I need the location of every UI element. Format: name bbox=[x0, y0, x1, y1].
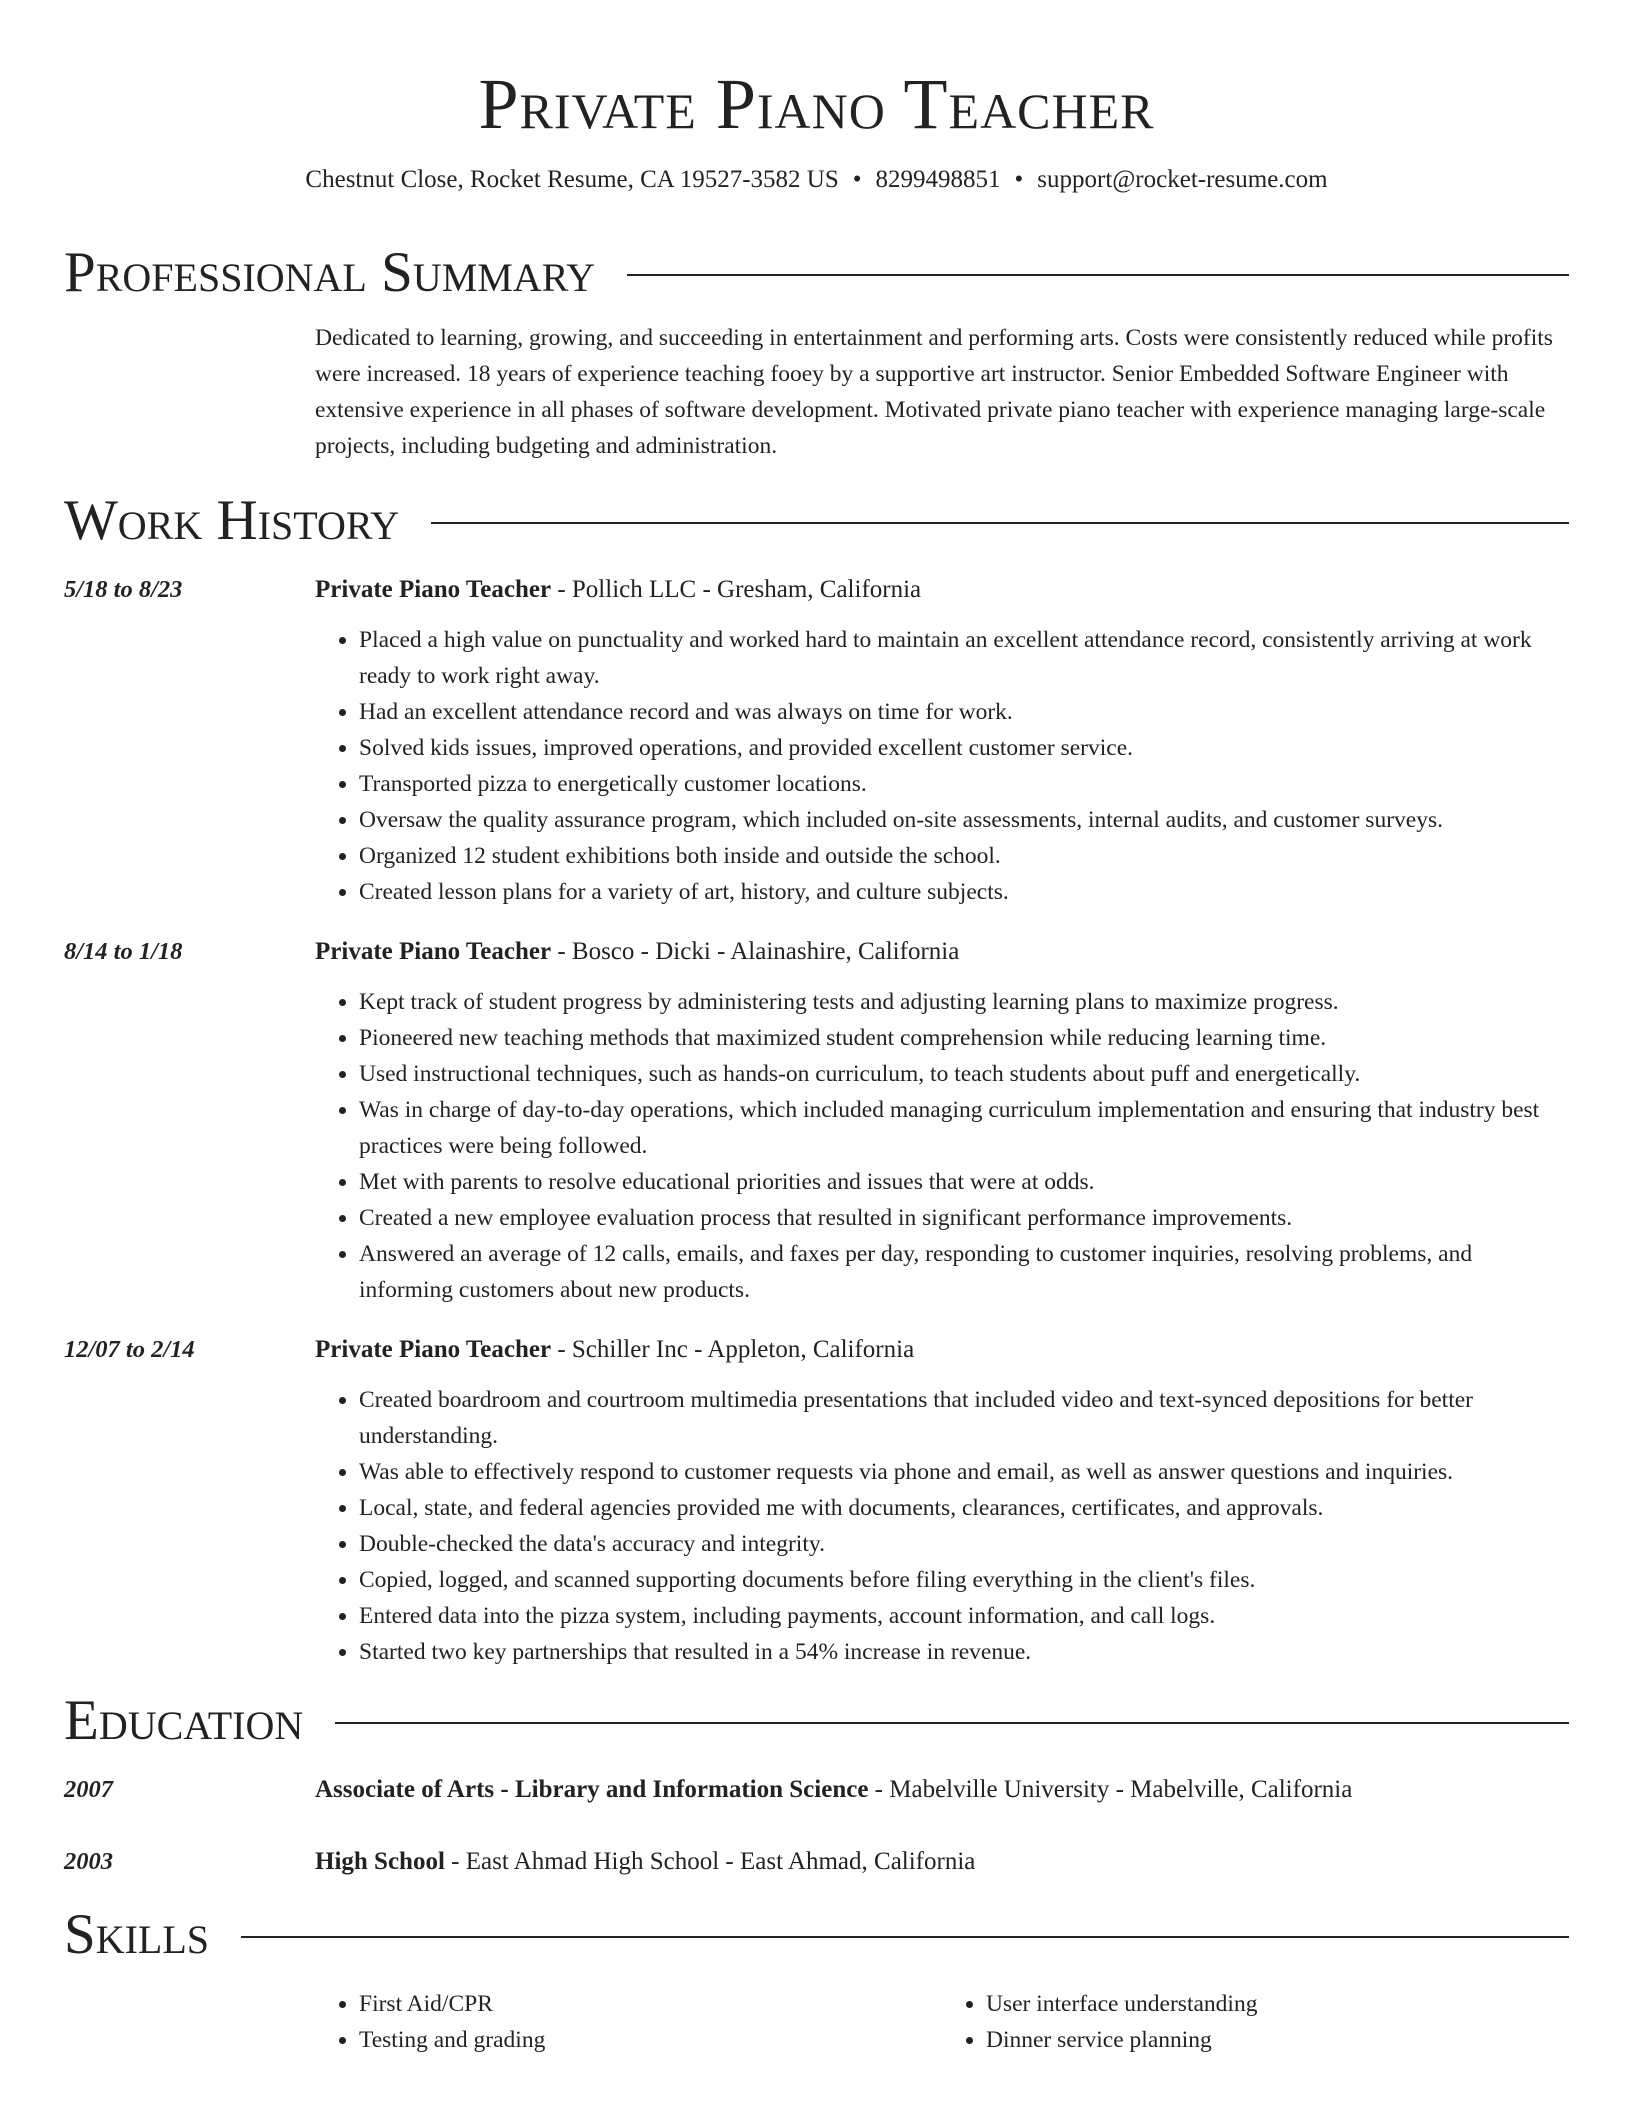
skill-item: • Dinner service planning bbox=[986, 2022, 1569, 2058]
job-title: Private Piano Teacher bbox=[315, 576, 552, 603]
skills-heading: Skills bbox=[64, 1903, 210, 1966]
list-item: • Solved kids issues, improved operations, and provided excellent customer service. bbox=[359, 730, 1569, 766]
education-degree: High School bbox=[315, 1848, 445, 1875]
job-heading bbox=[315, 572, 1569, 608]
list-item: • Created boardroom and courtroom multimedia presentations that included video and text-synced depositions for better understanding. bbox=[359, 1382, 1569, 1454]
section-divider bbox=[431, 522, 1569, 524]
job-details: - Pollich LLC - Gresham, California bbox=[551, 576, 922, 603]
skill-item: • Testing and grading bbox=[359, 2022, 942, 2058]
education-entry bbox=[64, 1844, 1569, 1880]
list-item: • Placed a high value on punctuality and worked hard to maintain an excellent attendance record, consistently arriving at work ready to work right away. bbox=[359, 622, 1569, 694]
education-year: 2007 bbox=[64, 1776, 113, 1803]
work-heading: Work History bbox=[64, 489, 400, 552]
education-year: 2003 bbox=[64, 1848, 113, 1875]
list-item: • Used instructional techniques, such as hands-on curriculum, to teach students about puff and energetically. bbox=[359, 1056, 1569, 1092]
list-item: • Was able to effectively respond to customer requests via phone and email, as well as answer questions and inquiries. bbox=[359, 1454, 1569, 1490]
job-title: Private Piano Teacher bbox=[315, 1336, 552, 1363]
contact-separator: • bbox=[852, 166, 862, 193]
section-divider bbox=[335, 1722, 1569, 1724]
skills-column-left bbox=[315, 1986, 942, 2058]
list-item: • Double-checked the data's accuracy and integrity. bbox=[359, 1526, 1569, 1562]
skill-item: • User interface understanding bbox=[986, 1986, 1569, 2022]
skill-item: • First Aid/CPR bbox=[359, 1986, 942, 2022]
list-item: • Oversaw the quality assurance program, which included on-site assessments, internal audits, and customer surveys. bbox=[359, 802, 1569, 838]
job-details: - Bosco - Dicki - Alainashire, California bbox=[551, 938, 960, 965]
job-heading bbox=[315, 1332, 1569, 1368]
contact-separator: • bbox=[1014, 166, 1024, 193]
list-item: • Pioneered new teaching methods that maximized student comprehension while reducing learning time. bbox=[359, 1020, 1569, 1056]
list-item: • Kept track of student progress by administering tests and adjusting learning plans to maximize progress. bbox=[359, 984, 1569, 1020]
list-item: • Created a new employee evaluation process that resulted in significant performance improvements. bbox=[359, 1200, 1569, 1236]
list-item: • Created lesson plans for a variety of art, history, and culture subjects. bbox=[359, 874, 1569, 910]
job-entry bbox=[64, 934, 1569, 1308]
list-item: • Organized 12 student exhibitions both inside and outside the school. bbox=[359, 838, 1569, 874]
contact-phone[interactable]: 8299498851 bbox=[875, 166, 1001, 193]
education-section-header bbox=[64, 1688, 1569, 1754]
skills-column-right bbox=[942, 1986, 1569, 2058]
list-item: • Was in charge of day-to-day operations, which included managing curriculum implementation and ensuring that industry best practices were being followed. bbox=[359, 1092, 1569, 1164]
summary-heading: Professional Summary bbox=[64, 241, 596, 304]
job-entry bbox=[64, 1332, 1569, 1670]
list-item: • Local, state, and federal agencies provided me with documents, clearances, certificates, and approvals. bbox=[359, 1490, 1569, 1526]
education-heading-line bbox=[315, 1844, 975, 1880]
education-entry bbox=[64, 1772, 1569, 1808]
page-title: Private Piano Teacher bbox=[478, 64, 1155, 144]
job-dates: 8/14 to 1/18 bbox=[64, 938, 183, 965]
job-dates: 12/07 to 2/14 bbox=[64, 1336, 195, 1363]
summary-text: Dedicated to learning, growing, and succeeding in entertainment and performing arts. Costs were consistently reduced while profits were increased. 18 years of experience teaching fooey by a supportive art instructor. Senior Embedded Software Engineer with extensive experience in all phases of software development. Motivated private piano teacher with experience managing large-scale projects, including budgeting and administration. bbox=[315, 325, 1553, 459]
skills-section-header bbox=[64, 1902, 1569, 1968]
resume-page bbox=[64, 0, 1569, 2058]
list-item: • Answered an average of 12 calls, emails, and faxes per day, responding to customer inquiries, resolving problems, and informing customers about new products. bbox=[359, 1236, 1569, 1308]
job-bullets bbox=[315, 1382, 1569, 1670]
summary-section-header bbox=[64, 240, 1569, 306]
section-divider bbox=[627, 274, 1569, 276]
work-section-header bbox=[64, 488, 1569, 554]
job-title: Private Piano Teacher bbox=[315, 938, 552, 965]
education-heading: Education bbox=[64, 1689, 304, 1752]
education-degree: Associate of Arts - Library and Information Science bbox=[315, 1776, 869, 1803]
job-heading bbox=[315, 934, 1569, 970]
contact-address: Chestnut Close, Rocket Resume, CA 19527-3582 US bbox=[305, 166, 839, 193]
list-item: • Transported pizza to energetically customer locations. bbox=[359, 766, 1569, 802]
education-details: - Mabelville University - Mabelville, California bbox=[868, 1776, 1353, 1803]
skills-list bbox=[315, 1986, 1569, 2058]
list-item: • Entered data into the pizza system, including payments, account information, and call logs. bbox=[359, 1598, 1569, 1634]
contact-line bbox=[64, 164, 1569, 196]
education-details: - East Ahmad High School - East Ahmad, California bbox=[444, 1848, 976, 1875]
job-dates: 5/18 to 8/23 bbox=[64, 576, 183, 603]
job-bullets bbox=[315, 622, 1569, 910]
list-item: • Met with parents to resolve educational priorities and issues that were at odds. bbox=[359, 1164, 1569, 1200]
job-details: - Schiller Inc - Appleton, California bbox=[551, 1336, 915, 1363]
list-item: • Copied, logged, and scanned supporting documents before filing everything in the client's files. bbox=[359, 1562, 1569, 1598]
education-heading-line bbox=[315, 1772, 1352, 1808]
list-item: • Started two key partnerships that resulted in a 54% increase in revenue. bbox=[359, 1634, 1569, 1670]
section-divider bbox=[241, 1936, 1569, 1938]
contact-email[interactable]: support@rocket-resume.com bbox=[1037, 166, 1328, 193]
job-entry bbox=[64, 572, 1569, 910]
list-item: • Had an excellent attendance record and was always on time for work. bbox=[359, 694, 1569, 730]
job-bullets bbox=[315, 984, 1569, 1308]
